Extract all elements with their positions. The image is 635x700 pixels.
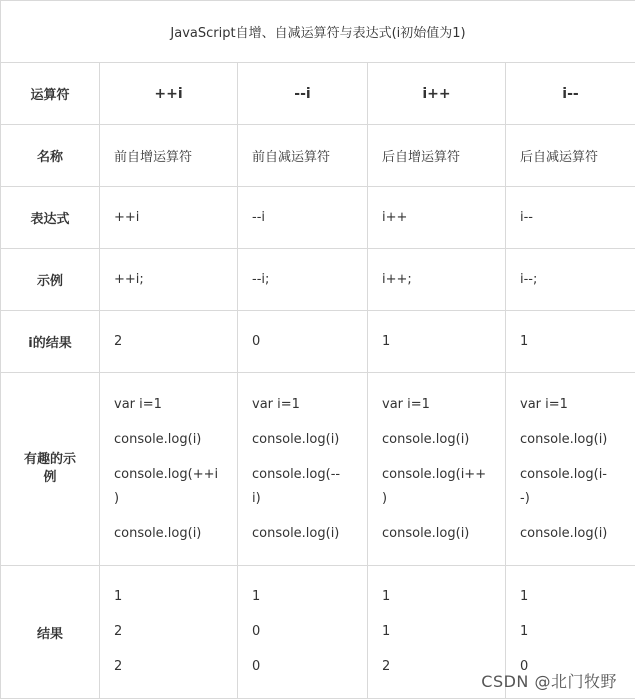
table-header-row [1,63,635,125]
row-label: 名称 [1,125,100,187]
code-line: -) [520,490,530,506]
table-cell: 1 [368,311,506,373]
code-cell [100,373,238,566]
code-line: var i=1 [114,396,162,412]
code-line: console.log(i++ [382,466,487,482]
result-line: 0 [252,659,261,674]
table-title: JavaScript自增、自减运算符与表达式(i初始值为1) [1,1,635,63]
table-cell: i-- [506,187,635,249]
code-cell [368,373,506,566]
code-line: console.log(-- [252,466,341,482]
table-cell: ++i [100,187,238,249]
code-line: i) [252,490,261,506]
code-cell [506,373,635,566]
code-line: ) [382,490,388,506]
code-line: console.log(i- [520,466,608,482]
result-line: 1 [114,589,123,604]
code-line: console.log(i) [252,525,340,541]
table-cell: i++ [368,187,506,249]
watermark: CSDN @北门牧野 [481,672,617,691]
code-line: var i=1 [252,396,300,412]
result-cell [238,566,368,699]
table-cell: --i; [238,249,368,311]
table-cell: i++; [368,249,506,311]
result-line: 1 [382,589,391,604]
table-row-fun-example [1,373,635,566]
col-header-pre-increment: ++i [100,63,238,125]
result-line: 1 [382,624,391,639]
result-line: 2 [114,659,123,674]
table-cell: 前自增运算符 [100,125,238,187]
table-cell: 前自减运算符 [238,125,368,187]
result-line: 2 [382,659,391,674]
table-row-example [1,249,635,311]
code-line: var i=1 [520,396,568,412]
code-line: console.log(i) [114,431,202,447]
code-line: var i=1 [382,396,430,412]
table-cell: ++i; [100,249,238,311]
table-cell: i--; [506,249,635,311]
table-cell: 后自减运算符 [506,125,635,187]
code-line: console.log(i) [520,525,608,541]
table-row-name [1,125,635,187]
row-label: i的结果 [1,311,100,373]
result-line: 0 [520,659,529,674]
row-label: 示例 [1,249,100,311]
code-cell [238,373,368,566]
table-cell: --i [238,187,368,249]
header-label: 运算符 [1,63,100,125]
code-line: console.log(i) [520,431,608,447]
table-cell: 后自增运算符 [368,125,506,187]
code-line: ) [114,490,120,506]
result-line: 2 [114,624,123,639]
result-cell [100,566,238,699]
col-header-pre-decrement: --i [238,63,368,125]
code-line: console.log(i) [382,431,470,447]
table-row-expression [1,187,635,249]
code-line: console.log(i) [382,525,470,541]
code-line: console.log(i) [114,525,202,541]
row-label-line: 有趣的示 [23,452,76,467]
table-cell: 2 [100,311,238,373]
col-header-post-increment: i++ [368,63,506,125]
table-row-result-i [1,311,635,373]
row-label [1,373,100,566]
result-line: 0 [252,624,261,639]
table-cell: 0 [238,311,368,373]
code-line: console.log(++i [114,466,219,482]
result-line: 1 [252,589,261,604]
col-header-post-decrement: i-- [506,63,635,125]
table-cell: 1 [506,311,635,373]
result-line: 1 [520,589,529,604]
result-line: 1 [520,624,529,639]
code-line: console.log(i) [252,431,340,447]
row-label: 表达式 [1,187,100,249]
row-label-line: 例 [43,470,57,485]
row-label: 结果 [1,566,100,699]
